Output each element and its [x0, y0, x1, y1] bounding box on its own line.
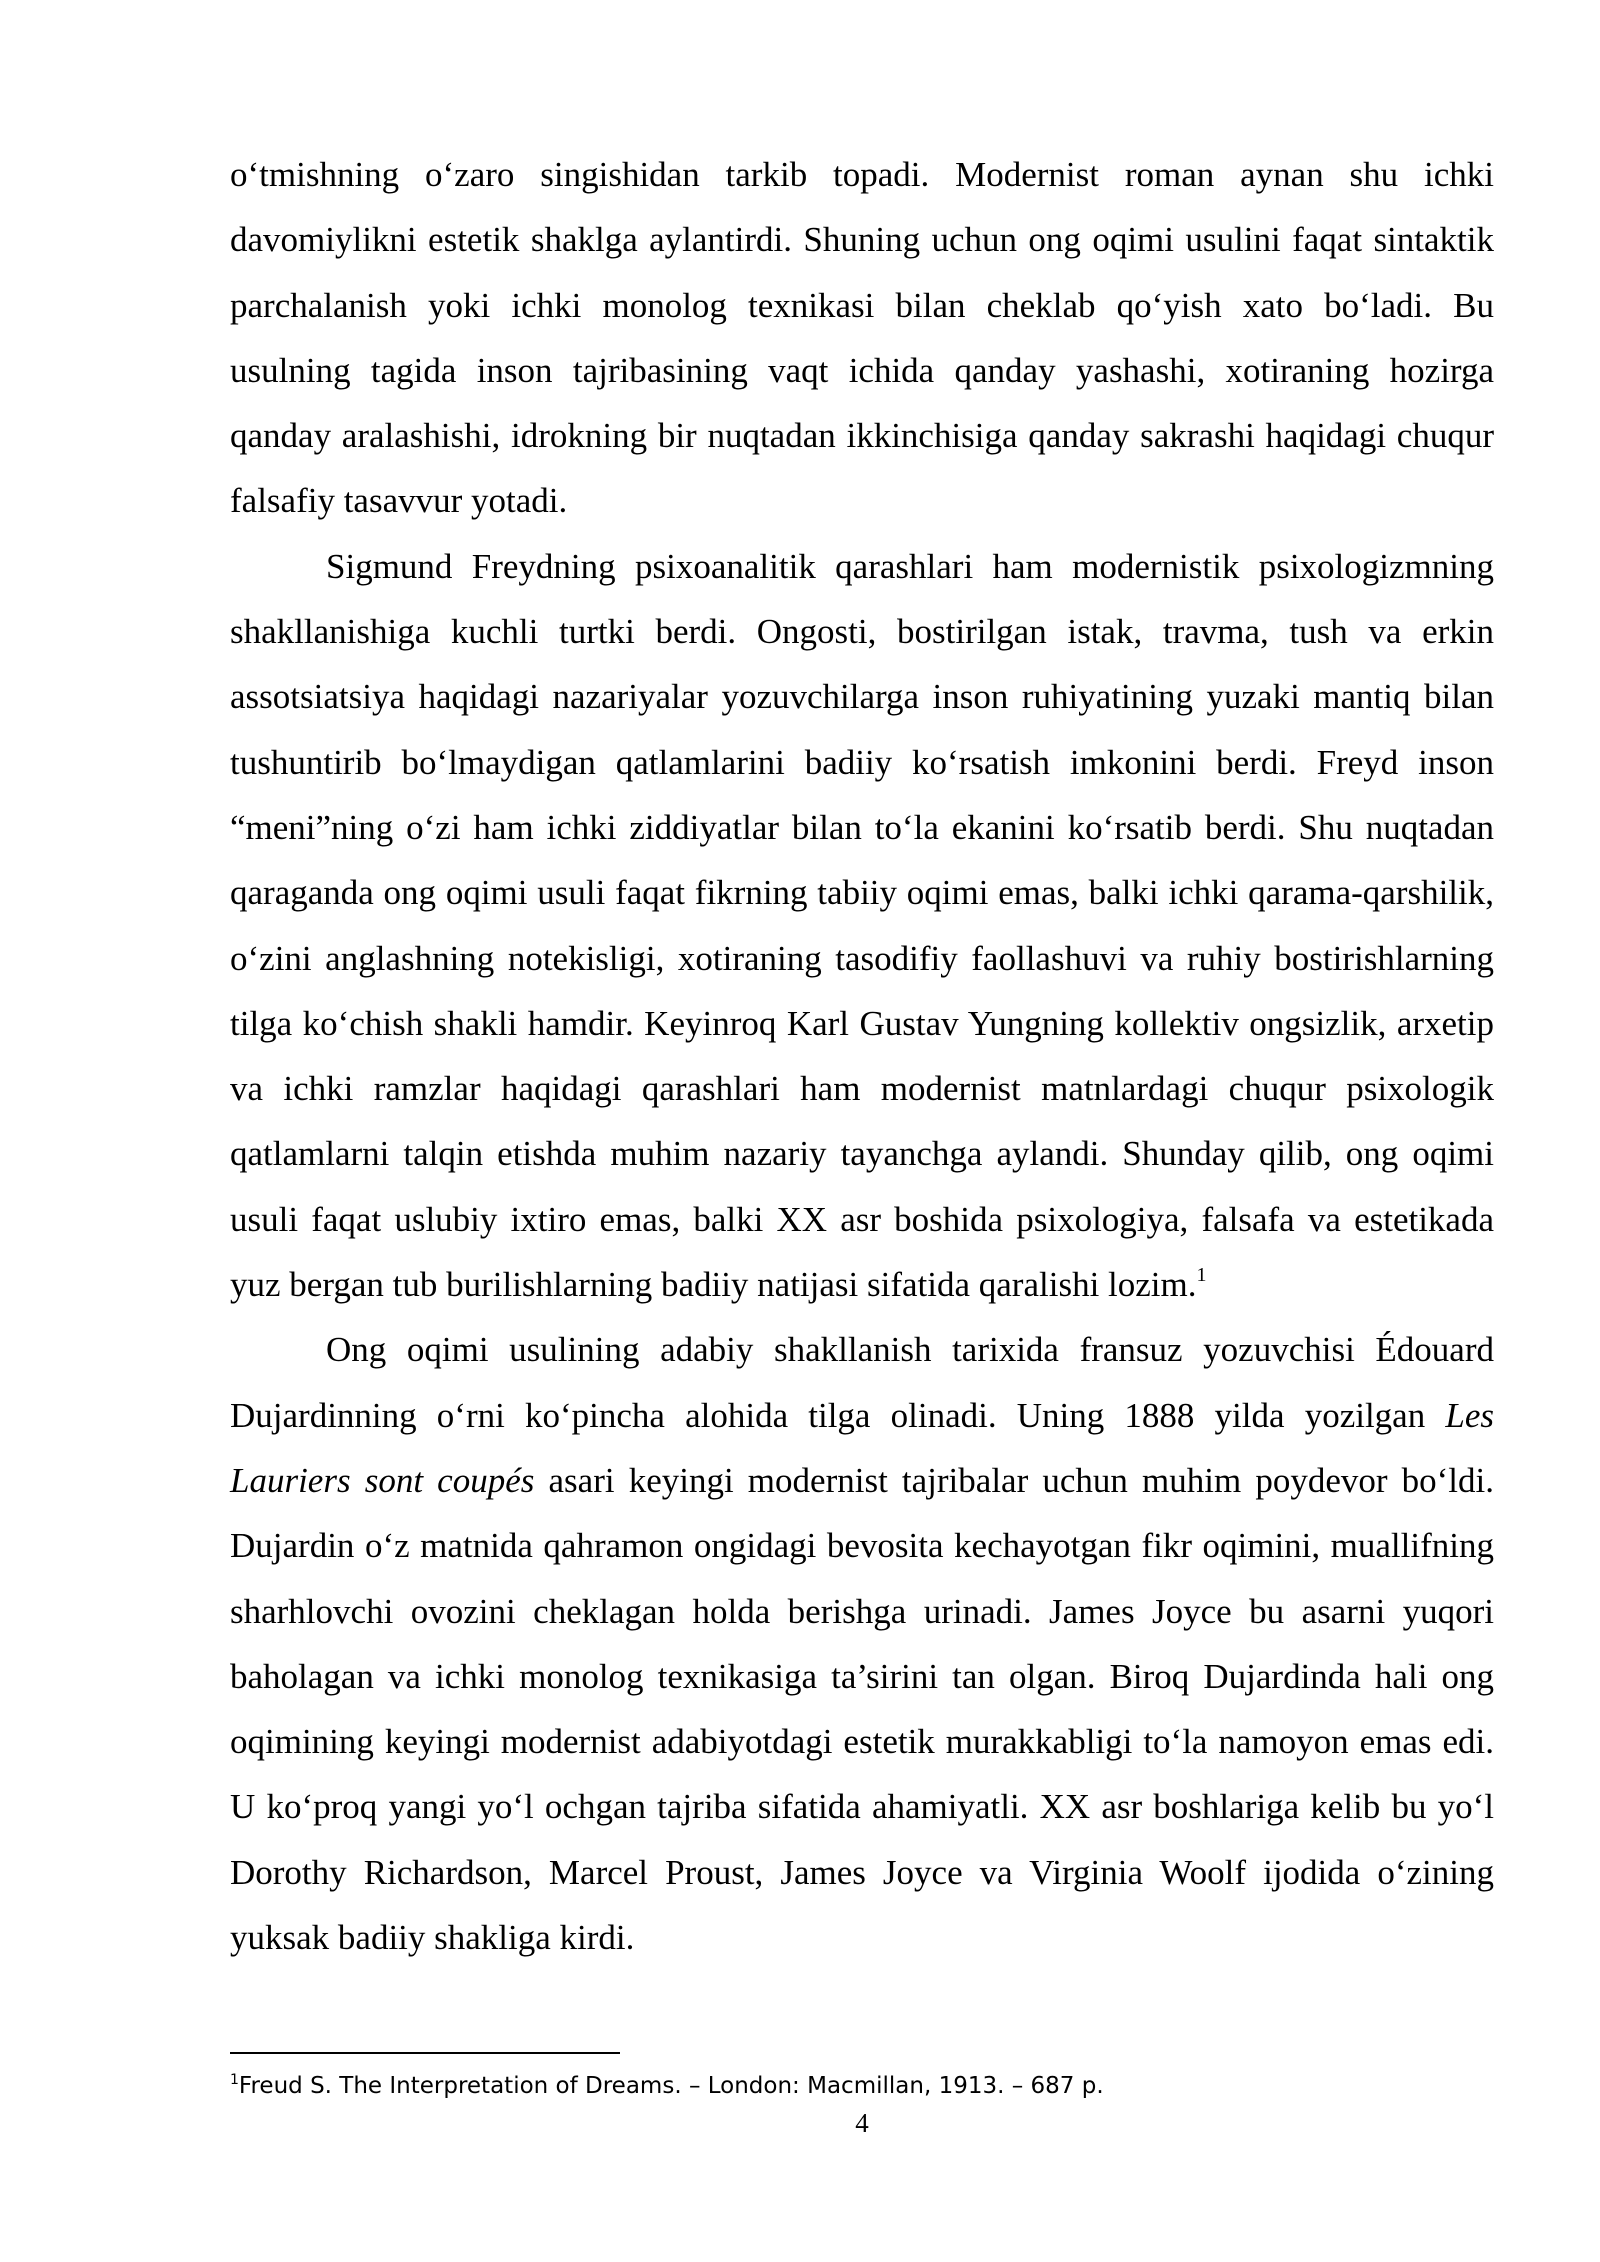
paragraph-1-text: o‘tmishning o‘zaro singishidan tarkib topadi. Modernist roman aynan shu ichki davomiylikni estetik shaklga aylantirdi. Shuning uchun ong oqimi usulini faqat sintaktik parchalanish yoki ichki monolog texnikasi bilan cheklab qo‘yish xato bo‘ladi. Bu usulning tagida inson tajribasining vaqt ichida qanday yashashi, xotiraning hozirga qanday aralashishi, idrokning bir nuqtadan ikkinchisiga qanday sakrashi haqidagi chuqur falsafiy tasavvur yotadi. — [230, 155, 1494, 521]
footnote-number: 1 — [230, 2072, 239, 2088]
footnote-reference[interactable]: 1 — [1196, 1264, 1207, 1287]
paragraph-3-text-end: asari keyingi modernist tajribalar uchun muhim poydevor bo‘ldi. Dujardin o‘z matnida qahramon ongidagi bevosita kechayotgan fikr oqimini, muallifning sharhlovchi ovozini cheklagan holda berishga urinadi. James Joyce bu asarni yuqori baholagan va ichki monolog texnikasiga ta’sirini tan olgan. Biroq Dujardinda hali ong oqimining keyingi modernist adabiyotdagi estetik murakkabligi to‘la namoyon emas edi. U ko‘proq yangi yo‘l ochgan tajriba sifatida ahamiyatli. XX asr boshlariga kelib bu yo‘l Dorothy Richardson, Marcel Proust, James Joyce va Virginia Woolf ijodida o‘zining yuksak badiiy shakliga kirdi. — [230, 1460, 1494, 1958]
body-text — [230, 142, 1494, 1970]
footnote — [230, 2070, 1494, 2102]
book-title: Les Lauriers sont coupés — [230, 1395, 1494, 1500]
footnote-separator — [230, 2052, 620, 2054]
paragraph-3 — [230, 1317, 1494, 1970]
paragraph-3-text-start: Ong oqimi usulining adabiy shakllanish tarixida fransuz yozuvchisi Édouard Dujardinning o‘rni ko‘pincha alohida tilga olinadi. Uning 1888 yilda yozilgan — [230, 1330, 1494, 1435]
page-number: 4 — [855, 2108, 869, 2138]
paragraph-2-text: Sigmund Freydning psixoanalitik qarashlari ham modernistik psixologizmning shakllanishiga kuchli turtki berdi. Ongosti, bostirilgan istak, travma, tush va erkin assotsiatsiya haqidagi nazariyalar yozuvchilarga inson ruhiyatining yuzaki mantiq bilan tushuntirib bo‘lmaydigan qatlamlarini badiiy ko‘rsatish imkonini berdi. Freyd inson “meni”ning o‘zi ham ichki ziddiyatlar bilan to‘la ekanini ko‘rsatib berdi. Shu nuqtadan qaraganda ong oqimi usuli faqat fikrning tabiiy oqimi emas, balki ichki qarama-qarshilik, o‘zini anglashning notekisligi, xotiraning tasodifiy faollashuvi va ruhiy bostirishlarning tilga ko‘chish shakli hamdir. Keyinroq Karl Gustav Yungning kollektiv ongsizlik, arxetip va ichki ramzlar haqidagi qarashlari ham modernist matnlardagi chuqur psixologik qatlamlarni talqin etishda muhim nazariy tayanchga aylandi. Shunday qilib, ong oqimi usuli faqat uslubiy ixtiro emas, balki XX asr boshida psixologiya, falsafa va estetikada yuz bergan tub burilishlarning badiiy natijasi sifatida qaralishi lozim. — [230, 546, 1494, 1305]
paragraph-1 — [230, 142, 1494, 534]
footnote-text: Freud S. The Interpretation of Dreams. – London: Macmillan, 1913. – 687 p. — [238, 2073, 1104, 2099]
paragraph-2 — [230, 534, 1494, 1318]
